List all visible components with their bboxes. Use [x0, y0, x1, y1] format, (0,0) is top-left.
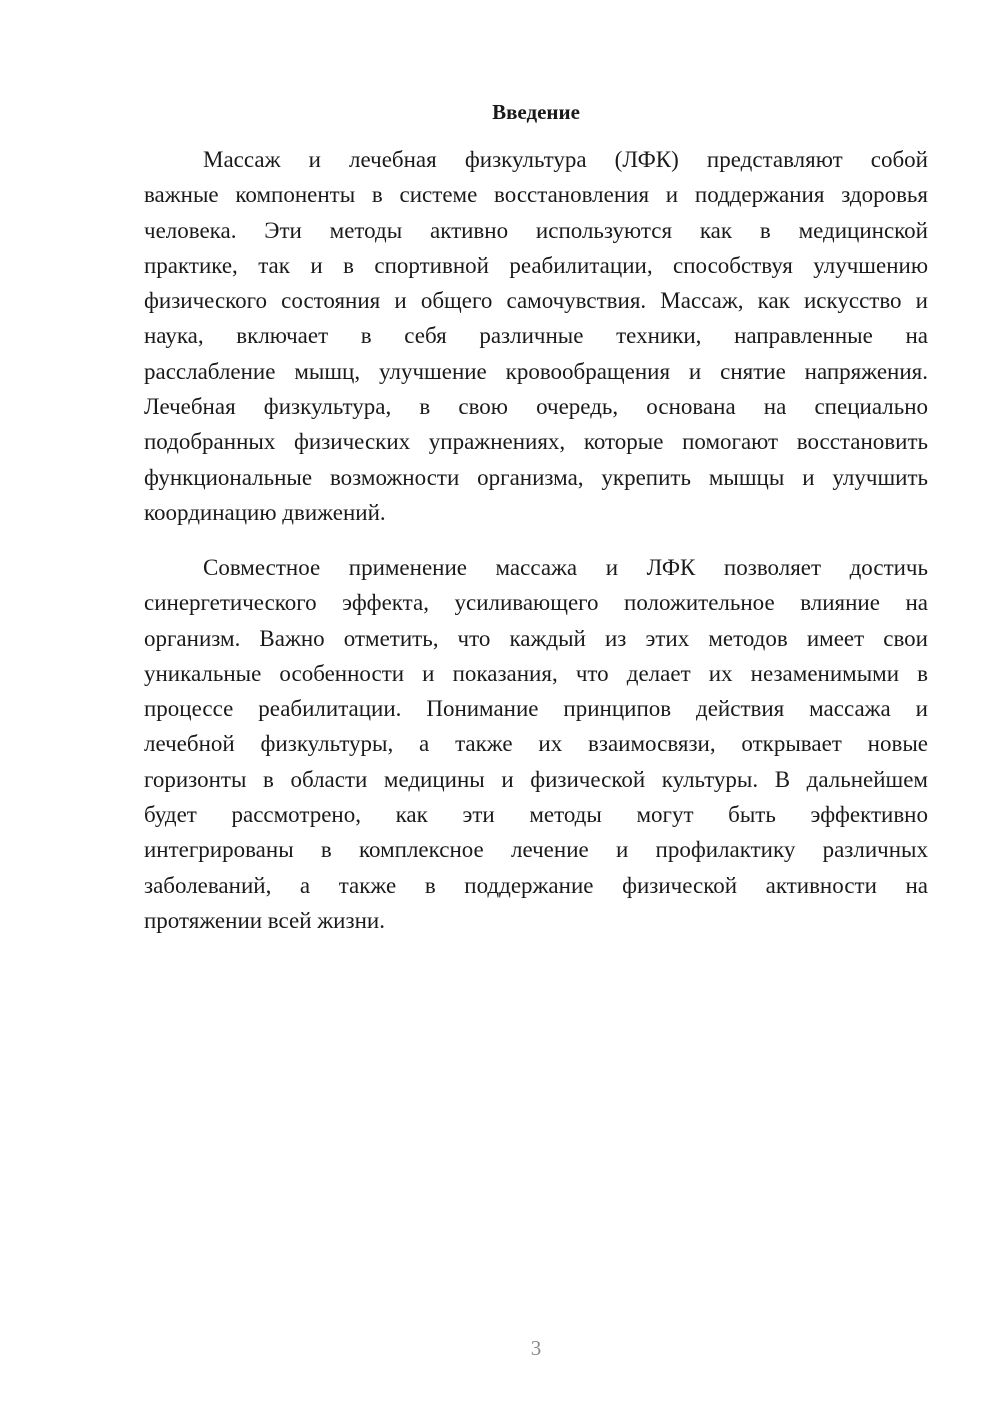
- section-heading: Введение: [492, 100, 580, 124]
- text-line: процессе реабилитации. Понимание принципов действия массажа и: [144, 696, 928, 722]
- page-number: 3: [530, 1336, 542, 1360]
- text-line: Совместное применение массажа и ЛФК позволяет достичь: [203, 555, 928, 580]
- text-line: Лечебная физкультура, в свою очередь, основана на специально: [144, 394, 928, 420]
- text-line: человека. Эти методы активно используются как в медицинской: [144, 217, 928, 243]
- text-line: важные компоненты в системе восстановления и поддержания здоровья: [144, 182, 928, 208]
- text-line: наука, включает в себя различные техники, направленные на: [144, 323, 928, 349]
- text-line: будет рассмотрено, как эти методы могут быть эффективно: [144, 802, 928, 828]
- text-line: протяжении всей жизни.: [144, 907, 385, 933]
- text-line: организм. Важно отметить, что каждый из этих методов имеет свои: [144, 625, 928, 651]
- text-line: подобранных физических упражнениях, которые помогают восстановить: [144, 429, 928, 455]
- text-line: горизонты в области медицины и физической культуры. В дальнейшем: [144, 766, 928, 792]
- text-line: заболеваний, а также в поддержание физической активности на: [144, 872, 928, 898]
- text-line: лечебной физкультуры, а также их взаимосвязи, открывает новые: [144, 731, 928, 757]
- text-line: физического состояния и общего самочувствия. Массаж, как искусство и: [144, 288, 928, 314]
- text-line: практике, так и в спортивной реабилитации, способствуя улучшению: [144, 252, 928, 278]
- text-line: расслабление мышц, улучшение кровообращения и снятие напряжения.: [144, 358, 928, 384]
- text-line: интегрированы в комплексное лечение и профилактику различных: [144, 837, 928, 863]
- text-line: функциональные возможности организма, укрепить мышцы и улучшить: [144, 464, 928, 490]
- text-line: координацию движений.: [144, 499, 386, 525]
- text-line: синергетического эффекта, усиливающего положительное влияние на: [144, 590, 928, 616]
- text-line: Массаж и лечебная физкультура (ЛФК) представляют собой: [203, 147, 928, 172]
- paragraph-2: [144, 550, 928, 938]
- text-line: уникальные особенности и показания, что делает их незаменимыми в: [144, 660, 928, 686]
- paragraph-1: [144, 142, 928, 530]
